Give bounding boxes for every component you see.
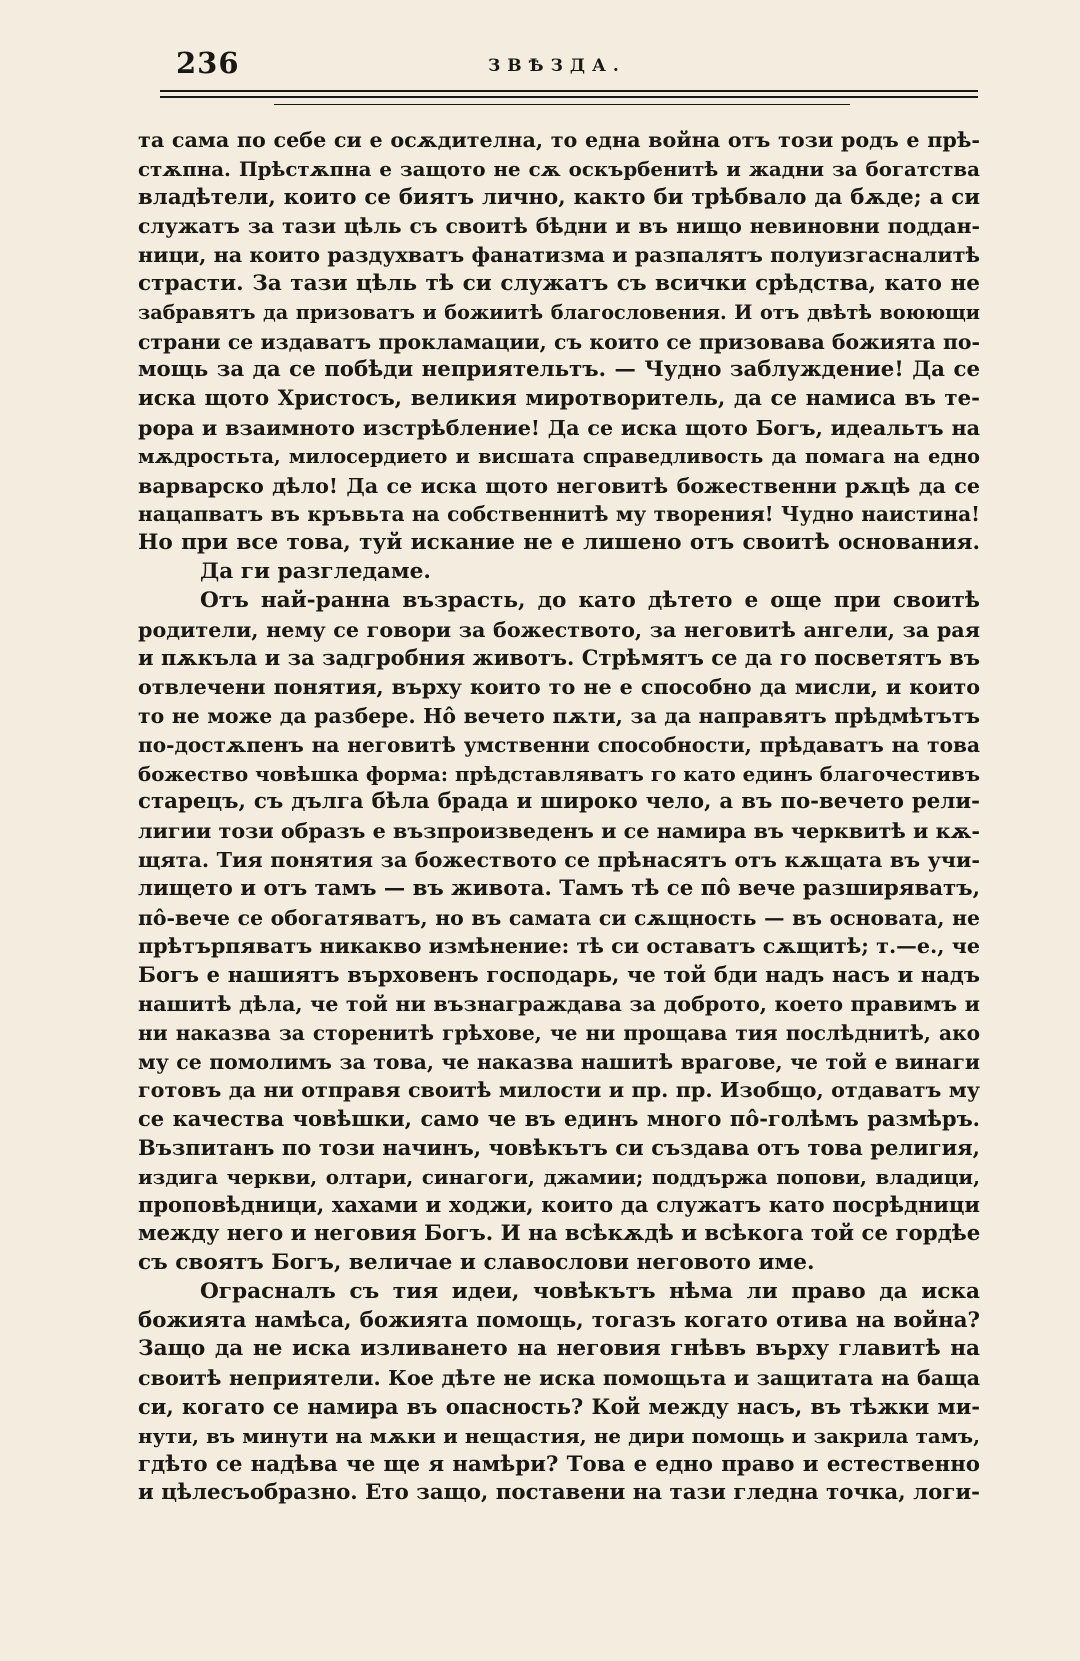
text-line: лигии този образъ е възпроизведенъ и се намира въ черквитѣ и кѫ- xyxy=(138,819,980,844)
text-line: то не може да разбере. Нô вечето пѫти, за да направятъ прѣдмѣтътъ xyxy=(138,703,980,728)
text-line: по-достѫпенъ на неговитѣ умственни способности, прѣдаватъ на това xyxy=(138,732,980,757)
text-line: гдѣто се надѣва че ще я намѣри? Това е едно право и естественно xyxy=(138,1451,980,1477)
text-line: Възпитанъ по този начинъ, човѣкътъ си създава отъ това религия, xyxy=(138,1134,980,1160)
text-line: нашитѣ дѣла, че той ни възнаграждава за доброто, което правимъ и xyxy=(138,991,980,1016)
text-line: издига черкви, олтари, синагоги, джамии; поддържа попови, владици, xyxy=(138,1164,980,1189)
text-line: мощь за да се побѣди неприятельтъ. — Чудно заблуждение! Да се xyxy=(138,357,980,383)
text-line: владѣтели, които се биятъ лично, както би трѣбвало да бѫде; а си xyxy=(138,184,980,210)
text-line: Да ги разгледаме. xyxy=(200,558,431,584)
text-line: старецъ, съ дълга бѣла брада и широко чело, а въ по-вечето рели- xyxy=(138,789,980,815)
text-line: Богъ е нашиятъ върховенъ господарь, че той бди надъ насъ и надъ xyxy=(138,962,980,988)
text-line: и пѫкъла и за задгробния животъ. Стрѣмятъ се да го посветятъ въ xyxy=(138,645,980,671)
text-line: служатъ за тази цѣль съ своитѣ бѣдни и въ нищо невиновни поддан- xyxy=(138,214,980,239)
text-line: прѣтърпяватъ никакво измѣнение: тѣ си оставатъ сѫщитѣ; т.—е., че xyxy=(138,934,980,959)
text-line: забравятъ да призоватъ и божиитѣ благословения. И отъ двѣтѣ воюющи xyxy=(138,300,980,324)
text-line: проповѣдници, хахами и ходжи, които да служатъ като посрѣдници xyxy=(138,1192,980,1218)
text-line: страни се издаватъ прокламации, съ които се призовава божията по- xyxy=(138,329,980,354)
text-line: лището и отъ тамъ — въ живота. Тамъ тѣ се пô вече разширяватъ, xyxy=(138,875,980,901)
text-line: си, когато се намира въ опасность? Кой между насъ, въ тѣжки ми- xyxy=(138,1394,980,1420)
page-number: 236 xyxy=(176,46,240,80)
text-line: нути, въ минути на мѫки и нещастия, не дири помощь и закрила тамъ, xyxy=(138,1423,980,1448)
running-title: ЗВѢЗДА. xyxy=(488,56,626,76)
text-line: Отъ най-ранна възрасть, до като дѣтето е още при своитѣ xyxy=(200,587,980,613)
text-line: между него и неговия Богъ. И на всѣкѫдѣ и всѣкога той се гордѣе xyxy=(138,1221,981,1247)
text-line: готовъ да ни отправя своитѣ милости и пр. пр. Изобщо, отдаватъ му xyxy=(138,1078,980,1103)
header-rule-top xyxy=(160,90,978,92)
text-line: Но при все това, туй искание не е лишено отъ своитѣ основания. xyxy=(138,530,980,556)
text-line: варварско дѣло! Да се иска щото неговитѣ божественни рѫцѣ да се xyxy=(138,473,980,498)
text-line: ни наказва за сторенитѣ грѣхове, че ни прощава тия послѣднитѣ, ако xyxy=(138,1020,980,1045)
header-rule-thin xyxy=(274,104,850,105)
text-line: божество човѣшка форма: прѣдставляватъ го като единъ благочестивъ xyxy=(138,761,980,786)
header-rule-bottom xyxy=(160,96,978,98)
text-line: иска щото Христосъ, великия миротворитель, да се намиса въ те- xyxy=(138,386,980,412)
text-line: мѫдростьта, милосердието и висшата справедливость да помага на едно xyxy=(138,444,980,468)
text-line: отвлечени понятия, върху които то не е способно да мисли, и които xyxy=(138,675,980,700)
text-line: рора и взаимното изстрѣбление! Да се иска щото Богъ, идеальтъ на xyxy=(138,415,980,440)
body-text xyxy=(138,126,980,1508)
text-line: божията намѣса, божията помощь, тогазъ когато отива на война? xyxy=(138,1307,980,1333)
text-line: Защо да не иска изливането на неговия гнѣвъ върху главитѣ на xyxy=(138,1336,980,1362)
text-line: своитѣ неприятели. Кое дѣте не иска помощьта и защитата на баща xyxy=(138,1366,980,1391)
text-line: щята. Тия понятия за божеството се прѣнасятъ отъ кѫщата въ учи- xyxy=(138,847,980,872)
text-line: се качества човѣшки, само че въ единъ много пô-голѣмъ размѣръ. xyxy=(138,1106,980,1132)
text-line: стѫпна. Прѣстѫпна е защото не сѫ оскърбенитѣ и жадни за богатства xyxy=(138,156,980,181)
text-line: съ своятъ Богъ, величае и славослови неговото име. xyxy=(138,1250,815,1276)
text-line: му се помолимъ за това, че наказва нашитѣ врагове, че той е винаги xyxy=(138,1049,980,1074)
text-line: страсти. За тази цѣль тѣ си служатъ съ всички срѣдства, като не xyxy=(138,270,980,296)
text-line: пô-вече се обогатяватъ, но въ самата си сѫщность — въ основата, не xyxy=(138,905,980,930)
text-line: Ограсналъ съ тия идеи, човѣкътъ нѣма ли право да иска xyxy=(200,1278,980,1304)
text-line: и цѣлесъобразно. Ето защо, поставени на тази гледна точка, логи- xyxy=(138,1480,980,1506)
text-line: нацапватъ въ кръвьта на собственнитѣ му творения! Чудно наистина! xyxy=(138,502,980,527)
text-line: та сама по себе си е осѫдителна, то една война отъ този родъ е прѣ- xyxy=(138,128,980,152)
text-line: ници, на които раздухватъ фанатизма и разпалятъ полуизгасналитѣ xyxy=(138,243,980,268)
text-line: родители, нему се говори за божеството, за неговитѣ ангели, за рая xyxy=(138,617,980,642)
